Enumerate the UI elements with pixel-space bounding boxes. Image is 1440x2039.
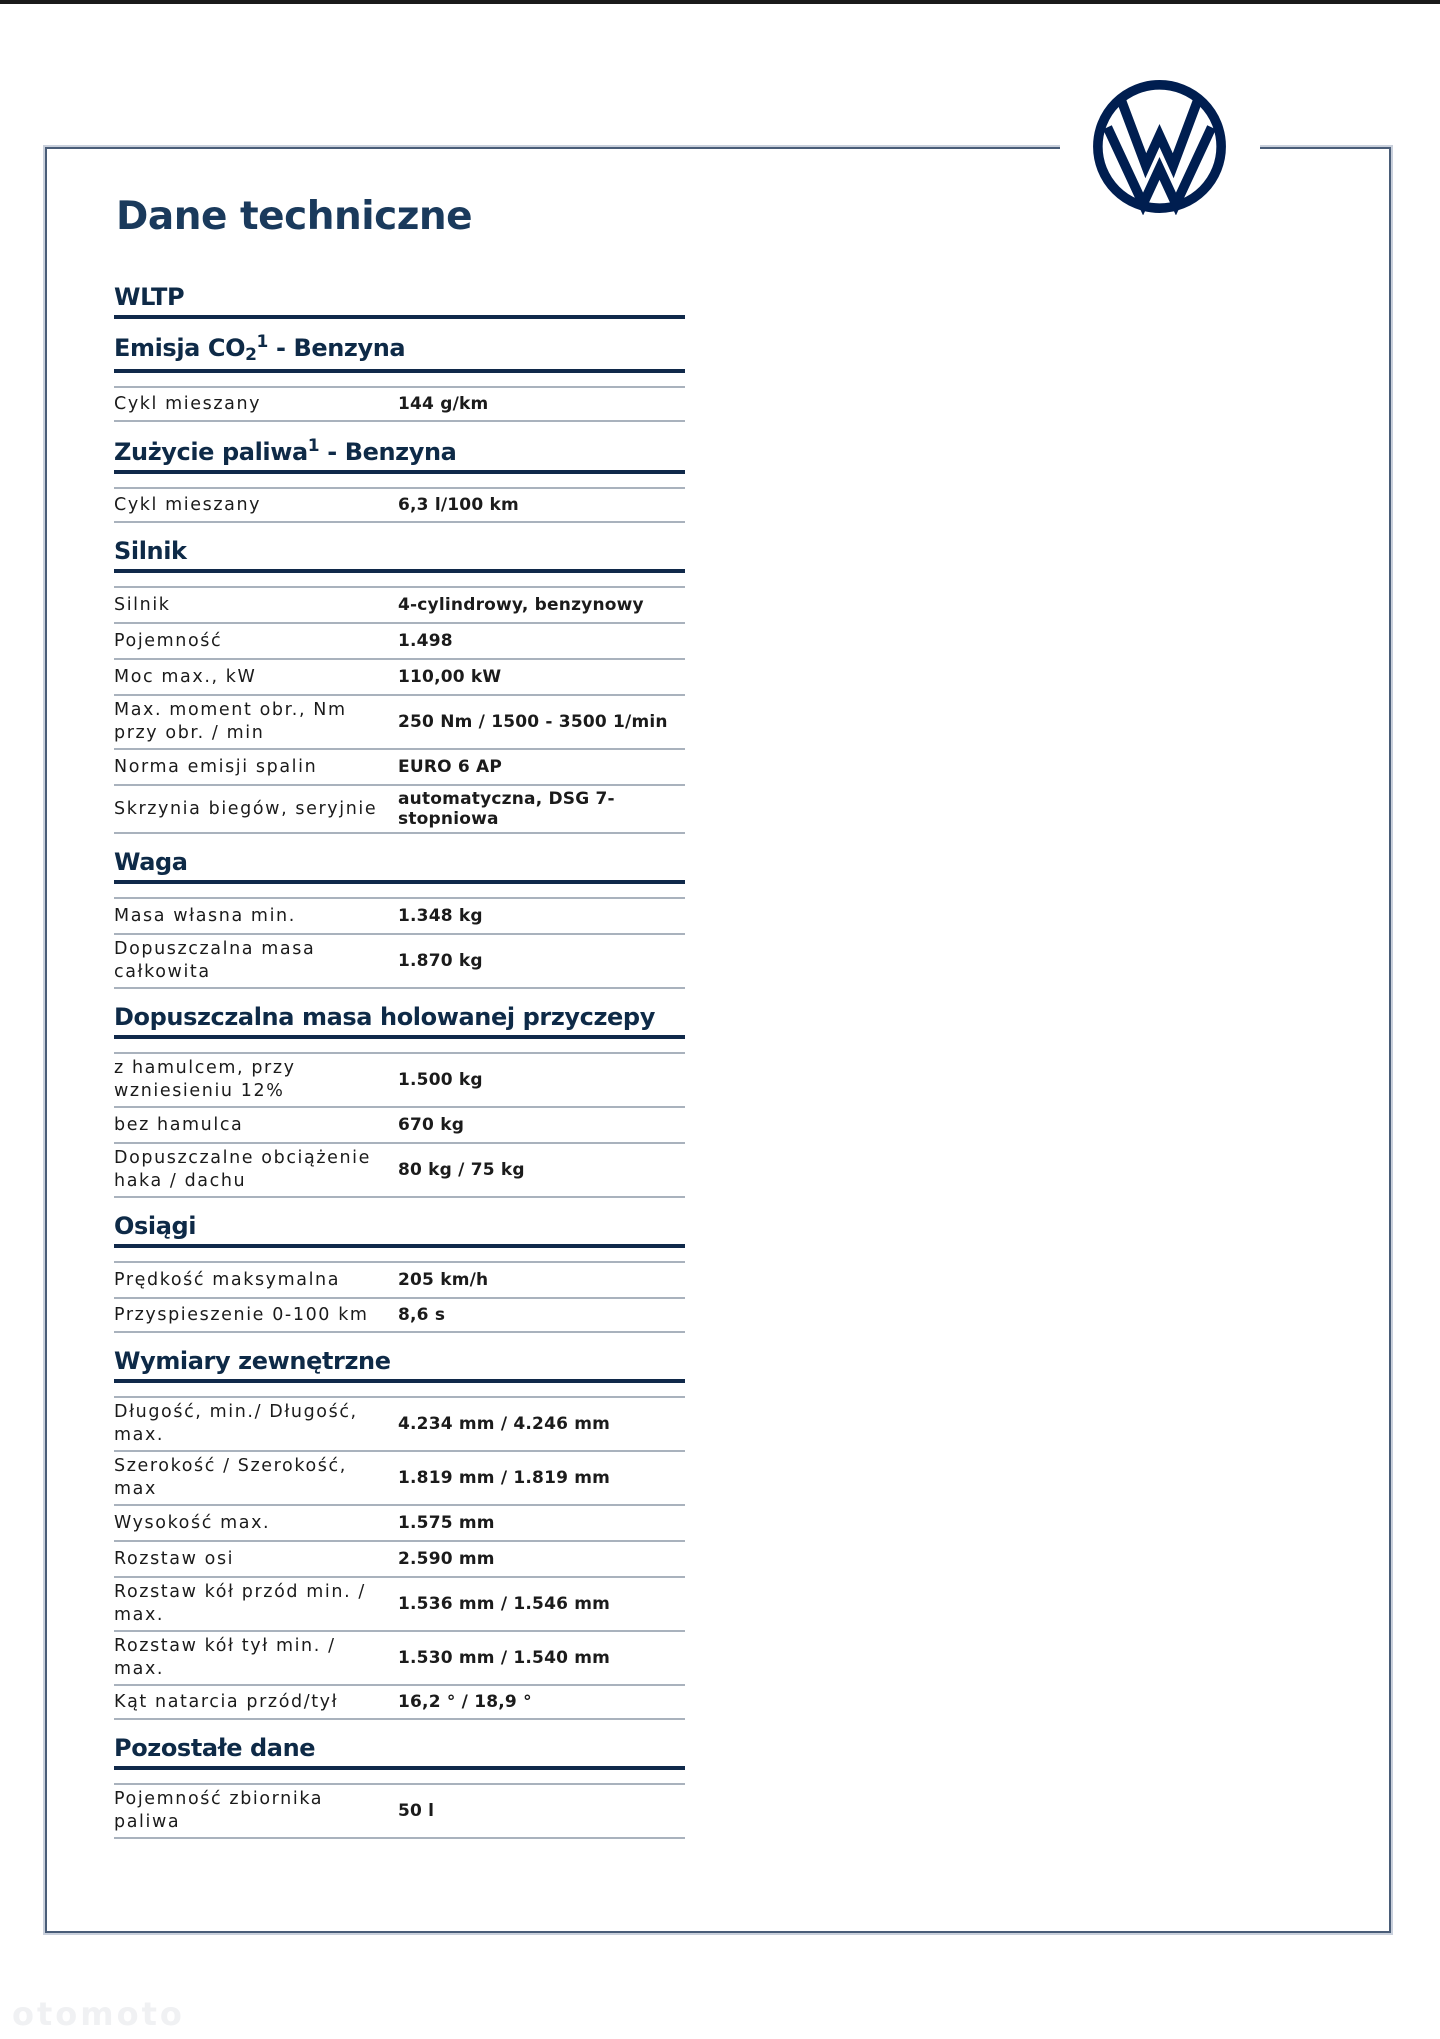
spec-label: Silnik [114, 594, 171, 615]
section-title-towing: Dopuszczalna masa holowanej przyczepy [114, 1003, 685, 1039]
spec-value: 1.348 kg [398, 906, 483, 926]
section-title-engine: Silnik [114, 537, 685, 573]
section-title-co2 [114, 332, 685, 373]
spec-label: Rozstaw osi [114, 1548, 235, 1569]
spec-label: Pojemność [114, 630, 223, 651]
spec-row [114, 1504, 685, 1540]
co2-footnote: 1 [256, 332, 268, 352]
engine-rows [114, 586, 685, 834]
spec-label: Norma emisji spalin [114, 756, 318, 777]
spec-row [114, 897, 685, 933]
spec-label: Max. moment obr., Nm przy obr. / min [114, 700, 347, 743]
spec-label: Wysokość max. [114, 1512, 271, 1533]
spec-row [114, 1297, 685, 1333]
spec-value: 110,00 kW [398, 667, 502, 687]
spec-value: 1.530 mm / 1.540 mm [398, 1648, 611, 1668]
spec-value: 8,6 s [398, 1305, 446, 1325]
other-rows [114, 1783, 685, 1839]
co2-rows [114, 386, 685, 422]
spec-label: Moc max., kW [114, 666, 257, 687]
spec-row [114, 1576, 685, 1630]
co2-title-suffix: - Benzyna [267, 334, 406, 362]
spec-row [114, 386, 685, 422]
spec-value: 4.234 mm / 4.246 mm [398, 1414, 611, 1434]
spec-row [114, 748, 685, 784]
spec-label: Dopuszczalne obciążenie haka / dachu [114, 1148, 371, 1191]
spec-label: Kąt natarcia przód/tył [114, 1691, 339, 1712]
fuel-rows [114, 487, 685, 523]
spec-row [114, 1684, 685, 1720]
spec-value: 1.500 kg [398, 1070, 483, 1090]
section-title-other: Pozostałe dane [114, 1734, 685, 1770]
spec-value: 670 kg [398, 1115, 465, 1135]
co2-title-prefix: Emisja CO [114, 334, 246, 362]
spec-row [114, 1540, 685, 1576]
spec-label: Prędkość maksymalna [114, 1269, 341, 1290]
spec-value: 1.870 kg [398, 951, 483, 971]
spec-value: 250 Nm / 1500 - 3500 1/min [398, 712, 668, 732]
spec-label: Dopuszczalna masa całkowita [114, 939, 316, 982]
spec-value: 1.498 [398, 631, 453, 651]
spec-row [114, 1630, 685, 1684]
spec-value: 1.536 mm / 1.546 mm [398, 1594, 611, 1614]
page-title: Dane techniczne [116, 194, 473, 239]
volkswagen-logo-icon [1091, 78, 1228, 215]
section-title-dimensions: Wymiary zewnętrzne [114, 1347, 685, 1383]
spec-label: bez hamulca [114, 1114, 244, 1135]
spec-value: 144 g/km [398, 394, 489, 414]
spec-row [114, 1396, 685, 1450]
spec-row [114, 1783, 685, 1839]
spec-value: 50 l [398, 1801, 435, 1821]
spec-label: Rozstaw kół przód min. / max. [114, 1582, 366, 1625]
section-title-wltp: WLTP [114, 283, 685, 319]
spec-label: Przyspieszenie 0-100 km [114, 1304, 369, 1325]
spec-row [114, 586, 685, 622]
towing-rows [114, 1052, 685, 1198]
spec-label: Szerokość / Szerokość, max [114, 1456, 347, 1499]
spec-row [114, 622, 685, 658]
spec-row [114, 1052, 685, 1106]
spec-value: 80 kg / 75 kg [398, 1160, 525, 1180]
fuel-title-suffix: - Benzyna [319, 438, 457, 466]
watermark-logo: otomoto [12, 1995, 185, 2033]
performance-rows [114, 1261, 685, 1333]
fuel-title-prefix: Zużycie paliwa [114, 438, 308, 466]
section-title-weight: Waga [114, 848, 685, 884]
spec-row [114, 1261, 685, 1297]
spec-label: z hamulcem, przy wzniesieniu 12% [114, 1058, 296, 1101]
top-border-line [0, 0, 1440, 4]
spec-sheet [114, 283, 685, 1853]
spec-row [114, 487, 685, 523]
spec-value: 16,2 ° / 18,9 ° [398, 1692, 532, 1712]
spec-label: Pojemność zbiornika paliwa [114, 1789, 324, 1832]
spec-label: Cykl mieszany [114, 494, 262, 515]
spec-value: 1.819 mm / 1.819 mm [398, 1468, 611, 1488]
spec-value: 1.575 mm [398, 1513, 495, 1533]
spec-label: Długość, min./ Długość, max. [114, 1402, 358, 1445]
spec-row [114, 1106, 685, 1142]
spec-value: 205 km/h [398, 1270, 489, 1290]
spec-value: 4-cylindrowy, benzynowy [398, 595, 644, 615]
dimensions-rows [114, 1396, 685, 1720]
co2-subscript: 2 [245, 345, 257, 365]
spec-label: Cykl mieszany [114, 393, 262, 414]
spec-value: 6,3 l/100 km [398, 495, 519, 515]
spec-row [114, 694, 685, 748]
spec-value: 2.590 mm [398, 1549, 495, 1569]
spec-label: Skrzynia biegów, seryjnie [114, 798, 378, 819]
fuel-footnote: 1 [307, 436, 320, 456]
spec-row [114, 658, 685, 694]
spec-row [114, 784, 685, 834]
spec-label: Rozstaw kół tył min. / max. [114, 1636, 336, 1679]
spec-row [114, 933, 685, 989]
section-title-fuel [114, 436, 685, 474]
spec-label: Masa własna min. [114, 905, 296, 926]
spec-value: EURO 6 AP [398, 757, 503, 777]
weight-rows [114, 897, 685, 989]
spec-row [114, 1142, 685, 1198]
section-title-performance: Osiągi [114, 1212, 685, 1248]
spec-row [114, 1450, 685, 1504]
spec-value: automatyczna, DSG 7-stopniowa [398, 789, 615, 829]
